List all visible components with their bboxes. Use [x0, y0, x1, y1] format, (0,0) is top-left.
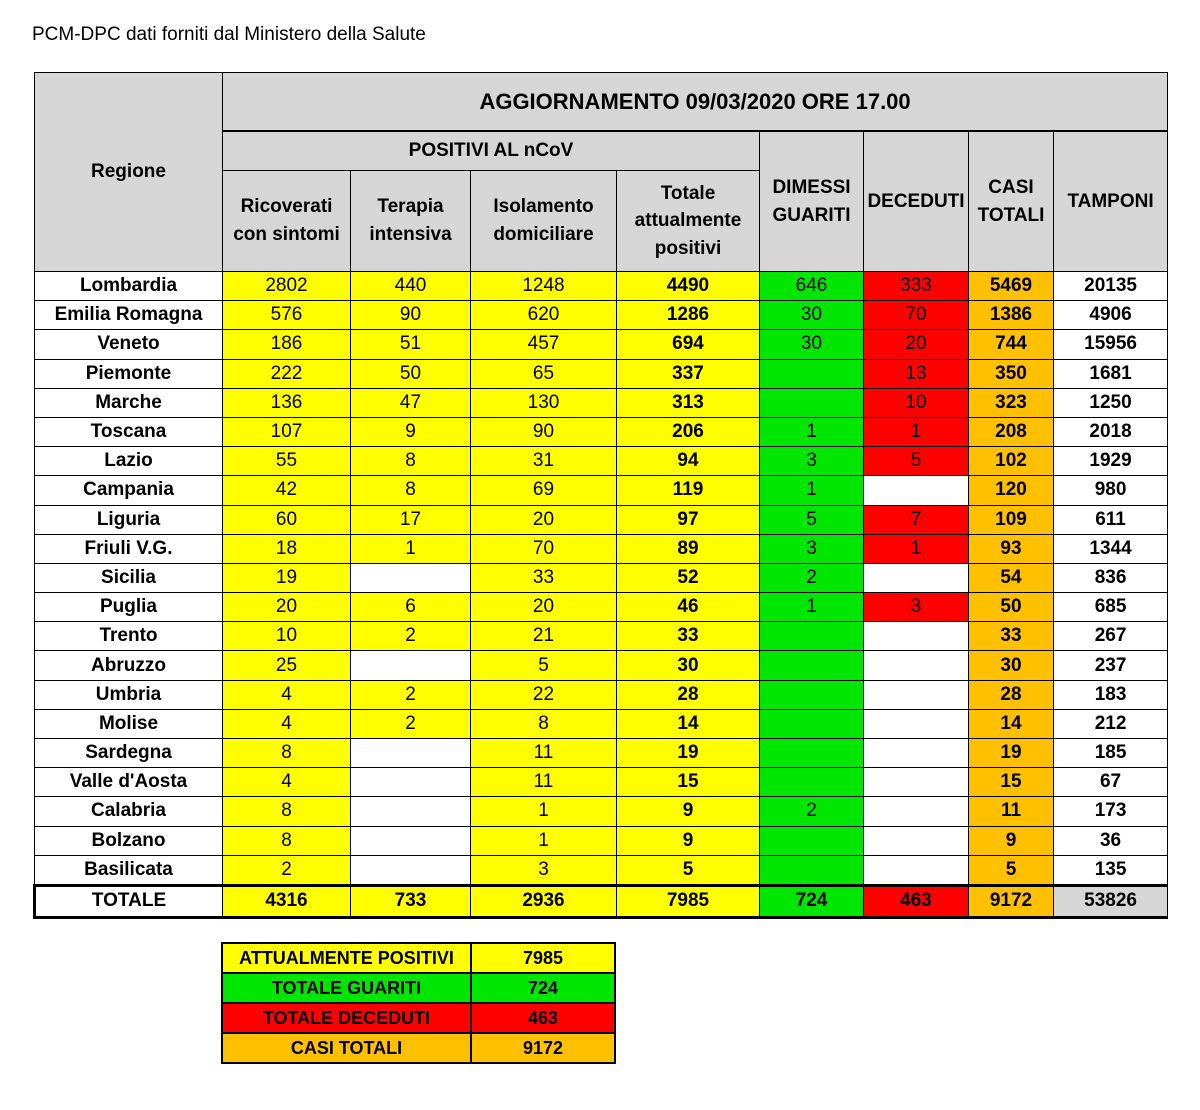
cell-ricoverati: 2802 — [223, 272, 351, 301]
cell-tamponi: 267 — [1054, 622, 1168, 651]
cell-totale-positivi: 15 — [617, 768, 760, 797]
cell-terapia — [351, 797, 471, 826]
cell-ricoverati: 4 — [223, 709, 351, 738]
cell-tamponi: 1681 — [1054, 359, 1168, 388]
cell-totale-positivi: 119 — [617, 476, 760, 505]
table-row — [35, 563, 1168, 592]
cell-regione: Marche — [35, 388, 223, 417]
cell-dimessi — [760, 709, 864, 738]
summary-table — [221, 942, 616, 1064]
cell-isolamento: 11 — [471, 739, 617, 768]
cell-terapia: 90 — [351, 301, 471, 330]
cell-regione: Calabria — [35, 797, 223, 826]
cell-casi-totali: 120 — [969, 476, 1054, 505]
cell-regione: Sicilia — [35, 563, 223, 592]
cell-regione: Puglia — [35, 593, 223, 622]
cell-ricoverati: 4 — [223, 680, 351, 709]
total-isolamento: 2936 — [471, 885, 617, 917]
cell-terapia: 8 — [351, 447, 471, 476]
cell-casi-totali: 5 — [969, 855, 1054, 885]
cell-terapia — [351, 768, 471, 797]
cell-ricoverati: 18 — [223, 534, 351, 563]
cell-dimessi: 646 — [760, 272, 864, 301]
summary-value: 463 — [471, 1003, 615, 1033]
cell-tamponi: 135 — [1054, 855, 1168, 885]
covid-data-table — [33, 72, 1168, 919]
cell-regione: Trento — [35, 622, 223, 651]
cell-casi-totali: 9 — [969, 826, 1054, 855]
table-row — [35, 680, 1168, 709]
header-terapia: Terapia intensiva — [351, 171, 471, 272]
table-row — [35, 534, 1168, 563]
cell-casi-totali: 30 — [969, 651, 1054, 680]
cell-terapia: 51 — [351, 330, 471, 359]
cell-dimessi: 30 — [760, 301, 864, 330]
cell-isolamento: 33 — [471, 563, 617, 592]
cell-totale-positivi: 52 — [617, 563, 760, 592]
cell-regione: Bolzano — [35, 826, 223, 855]
summary-value: 724 — [471, 973, 615, 1003]
total-casi-totali: 9172 — [969, 885, 1054, 917]
cell-deceduti: 5 — [864, 447, 969, 476]
cell-tamponi: 237 — [1054, 651, 1168, 680]
cell-dimessi — [760, 855, 864, 885]
cell-isolamento: 90 — [471, 417, 617, 446]
cell-regione: Valle d'Aosta — [35, 768, 223, 797]
cell-totale-positivi: 94 — [617, 447, 760, 476]
header-positivi-group: POSITIVI AL nCoV — [223, 131, 760, 171]
summary-value: 7985 — [471, 943, 615, 973]
cell-isolamento: 20 — [471, 505, 617, 534]
cell-deceduti — [864, 563, 969, 592]
cell-totale-label: TOTALE — [35, 885, 223, 917]
source-caption: PCM-DPC dati forniti dal Ministero della Salute — [32, 24, 426, 45]
summary-label: TOTALE GUARITI — [222, 973, 471, 1003]
cell-terapia: 6 — [351, 593, 471, 622]
cell-totale-positivi: 313 — [617, 388, 760, 417]
cell-ricoverati: 4 — [223, 768, 351, 797]
cell-tamponi: 2018 — [1054, 417, 1168, 446]
cell-regione: Friuli V.G. — [35, 534, 223, 563]
table-row — [35, 505, 1168, 534]
cell-tamponi: 685 — [1054, 593, 1168, 622]
cell-casi-totali: 744 — [969, 330, 1054, 359]
cell-regione: Lazio — [35, 447, 223, 476]
cell-totale-positivi: 97 — [617, 505, 760, 534]
cell-deceduti: 333 — [864, 272, 969, 301]
cell-isolamento: 130 — [471, 388, 617, 417]
header-casi-totali: CASI TOTALI — [969, 131, 1054, 272]
cell-terapia: 440 — [351, 272, 471, 301]
cell-deceduti — [864, 476, 969, 505]
cell-dimessi — [760, 359, 864, 388]
cell-regione: Piemonte — [35, 359, 223, 388]
table-row — [35, 739, 1168, 768]
cell-ricoverati: 25 — [223, 651, 351, 680]
cell-totale-positivi: 206 — [617, 417, 760, 446]
cell-isolamento: 20 — [471, 593, 617, 622]
cell-deceduti — [864, 622, 969, 651]
cell-ricoverati: 8 — [223, 739, 351, 768]
cell-totale-positivi: 89 — [617, 534, 760, 563]
cell-isolamento: 22 — [471, 680, 617, 709]
totals-row — [35, 885, 1168, 917]
table-row — [35, 855, 1168, 885]
cell-isolamento: 21 — [471, 622, 617, 651]
header-totale-positivi: Totale attualmente positivi — [617, 171, 760, 272]
cell-casi-totali: 15 — [969, 768, 1054, 797]
cell-regione: Emilia Romagna — [35, 301, 223, 330]
cell-ricoverati: 60 — [223, 505, 351, 534]
total-terapia: 733 — [351, 885, 471, 917]
cell-deceduti: 7 — [864, 505, 969, 534]
table-row — [35, 651, 1168, 680]
cell-regione: Campania — [35, 476, 223, 505]
cell-regione: Toscana — [35, 417, 223, 446]
cell-dimessi: 1 — [760, 476, 864, 505]
header-regione: Regione — [35, 73, 223, 272]
cell-ricoverati: 186 — [223, 330, 351, 359]
cell-totale-positivi: 30 — [617, 651, 760, 680]
cell-regione: Molise — [35, 709, 223, 738]
cell-terapia — [351, 739, 471, 768]
cell-dimessi — [760, 651, 864, 680]
cell-casi-totali: 50 — [969, 593, 1054, 622]
cell-tamponi: 15956 — [1054, 330, 1168, 359]
cell-totale-positivi: 694 — [617, 330, 760, 359]
cell-ricoverati: 42 — [223, 476, 351, 505]
cell-dimessi: 30 — [760, 330, 864, 359]
cell-dimessi: 3 — [760, 447, 864, 476]
cell-isolamento: 1 — [471, 826, 617, 855]
cell-regione: Abruzzo — [35, 651, 223, 680]
cell-terapia — [351, 826, 471, 855]
cell-casi-totali: 1386 — [969, 301, 1054, 330]
cell-isolamento: 65 — [471, 359, 617, 388]
cell-dimessi: 2 — [760, 563, 864, 592]
cell-isolamento: 69 — [471, 476, 617, 505]
header-isolamento: Isolamento domiciliare — [471, 171, 617, 272]
summary-row — [222, 1003, 615, 1033]
cell-ricoverati: 19 — [223, 563, 351, 592]
cell-terapia: 17 — [351, 505, 471, 534]
cell-tamponi: 183 — [1054, 680, 1168, 709]
cell-deceduti — [864, 651, 969, 680]
cell-regione: Lombardia — [35, 272, 223, 301]
cell-terapia: 2 — [351, 680, 471, 709]
cell-tamponi: 1344 — [1054, 534, 1168, 563]
table-row — [35, 359, 1168, 388]
cell-casi-totali: 33 — [969, 622, 1054, 651]
cell-casi-totali: 28 — [969, 680, 1054, 709]
cell-totale-positivi: 19 — [617, 739, 760, 768]
cell-isolamento: 31 — [471, 447, 617, 476]
cell-isolamento: 70 — [471, 534, 617, 563]
total-ricoverati: 4316 — [223, 885, 351, 917]
summary-label: ATTUALMENTE POSITIVI — [222, 943, 471, 973]
cell-tamponi: 212 — [1054, 709, 1168, 738]
cell-regione: Sardegna — [35, 739, 223, 768]
table-row — [35, 476, 1168, 505]
cell-tamponi: 173 — [1054, 797, 1168, 826]
summary-row — [222, 973, 615, 1003]
cell-ricoverati: 10 — [223, 622, 351, 651]
cell-isolamento: 457 — [471, 330, 617, 359]
cell-ricoverati: 8 — [223, 797, 351, 826]
cell-tamponi: 4906 — [1054, 301, 1168, 330]
cell-terapia: 8 — [351, 476, 471, 505]
cell-isolamento: 1248 — [471, 272, 617, 301]
cell-deceduti — [864, 797, 969, 826]
cell-regione: Umbria — [35, 680, 223, 709]
cell-tamponi: 1929 — [1054, 447, 1168, 476]
cell-ricoverati: 2 — [223, 855, 351, 885]
table-row — [35, 709, 1168, 738]
cell-dimessi: 1 — [760, 417, 864, 446]
cell-ricoverati: 55 — [223, 447, 351, 476]
cell-terapia — [351, 563, 471, 592]
cell-tamponi: 20135 — [1054, 272, 1168, 301]
cell-dimessi: 3 — [760, 534, 864, 563]
cell-tamponi: 980 — [1054, 476, 1168, 505]
cell-deceduti: 20 — [864, 330, 969, 359]
cell-ricoverati: 20 — [223, 593, 351, 622]
table-row — [35, 388, 1168, 417]
table-row — [35, 593, 1168, 622]
cell-isolamento: 620 — [471, 301, 617, 330]
cell-isolamento: 3 — [471, 855, 617, 885]
total-tamponi: 53826 — [1054, 885, 1168, 917]
cell-terapia — [351, 855, 471, 885]
summary-value: 9172 — [471, 1033, 615, 1063]
cell-tamponi: 185 — [1054, 739, 1168, 768]
cell-ricoverati: 576 — [223, 301, 351, 330]
summary-row — [222, 943, 615, 973]
cell-deceduti — [864, 768, 969, 797]
cell-casi-totali: 350 — [969, 359, 1054, 388]
header-tamponi: TAMPONI — [1054, 131, 1168, 272]
cell-casi-totali: 93 — [969, 534, 1054, 563]
total-dimessi: 724 — [760, 885, 864, 917]
cell-casi-totali: 5469 — [969, 272, 1054, 301]
table-row — [35, 417, 1168, 446]
cell-casi-totali: 11 — [969, 797, 1054, 826]
cell-dimessi — [760, 739, 864, 768]
cell-deceduti: 1 — [864, 417, 969, 446]
total-totale-positivi: 7985 — [617, 885, 760, 917]
table-row — [35, 447, 1168, 476]
cell-totale-positivi: 5 — [617, 855, 760, 885]
cell-terapia: 50 — [351, 359, 471, 388]
cell-ricoverati: 107 — [223, 417, 351, 446]
cell-terapia: 47 — [351, 388, 471, 417]
cell-dimessi — [760, 680, 864, 709]
cell-totale-positivi: 14 — [617, 709, 760, 738]
cell-totale-positivi: 1286 — [617, 301, 760, 330]
cell-deceduti — [864, 680, 969, 709]
cell-totale-positivi: 4490 — [617, 272, 760, 301]
cell-deceduti: 70 — [864, 301, 969, 330]
cell-dimessi — [760, 622, 864, 651]
table-row — [35, 330, 1168, 359]
cell-tamponi: 611 — [1054, 505, 1168, 534]
cell-isolamento: 1 — [471, 797, 617, 826]
cell-deceduti — [864, 709, 969, 738]
cell-terapia: 2 — [351, 622, 471, 651]
header-deceduti: DECEDUTI — [864, 131, 969, 272]
cell-ricoverati: 8 — [223, 826, 351, 855]
cell-dimessi — [760, 388, 864, 417]
cell-terapia: 9 — [351, 417, 471, 446]
cell-regione: Liguria — [35, 505, 223, 534]
cell-casi-totali: 208 — [969, 417, 1054, 446]
cell-deceduti — [864, 855, 969, 885]
table-row — [35, 301, 1168, 330]
cell-deceduti: 10 — [864, 388, 969, 417]
cell-casi-totali: 19 — [969, 739, 1054, 768]
cell-deceduti — [864, 826, 969, 855]
table-row — [35, 768, 1168, 797]
cell-tamponi: 36 — [1054, 826, 1168, 855]
cell-regione: Basilicata — [35, 855, 223, 885]
table-row — [35, 797, 1168, 826]
total-deceduti: 463 — [864, 885, 969, 917]
cell-totale-positivi: 9 — [617, 797, 760, 826]
header-dimessi: DIMESSI GUARITI — [760, 131, 864, 272]
cell-totale-positivi: 46 — [617, 593, 760, 622]
summary-label: TOTALE DECEDUTI — [222, 1003, 471, 1033]
cell-casi-totali: 14 — [969, 709, 1054, 738]
cell-terapia: 2 — [351, 709, 471, 738]
table-row — [35, 622, 1168, 651]
cell-casi-totali: 102 — [969, 447, 1054, 476]
cell-regione: Veneto — [35, 330, 223, 359]
cell-deceduti — [864, 739, 969, 768]
cell-tamponi: 67 — [1054, 768, 1168, 797]
cell-dimessi: 2 — [760, 797, 864, 826]
cell-ricoverati: 222 — [223, 359, 351, 388]
cell-isolamento: 5 — [471, 651, 617, 680]
cell-dimessi: 5 — [760, 505, 864, 534]
table-row — [35, 272, 1168, 301]
cell-dimessi — [760, 826, 864, 855]
cell-ricoverati: 136 — [223, 388, 351, 417]
cell-terapia: 1 — [351, 534, 471, 563]
header-ricoverati: Ricoverati con sintomi — [223, 171, 351, 272]
cell-deceduti: 13 — [864, 359, 969, 388]
cell-casi-totali: 323 — [969, 388, 1054, 417]
cell-totale-positivi: 337 — [617, 359, 760, 388]
cell-tamponi: 1250 — [1054, 388, 1168, 417]
cell-casi-totali: 109 — [969, 505, 1054, 534]
cell-totale-positivi: 33 — [617, 622, 760, 651]
cell-totale-positivi: 28 — [617, 680, 760, 709]
cell-isolamento: 8 — [471, 709, 617, 738]
cell-deceduti: 1 — [864, 534, 969, 563]
cell-isolamento: 11 — [471, 768, 617, 797]
summary-label: CASI TOTALI — [222, 1033, 471, 1063]
cell-totale-positivi: 9 — [617, 826, 760, 855]
cell-dimessi: 1 — [760, 593, 864, 622]
summary-row — [222, 1033, 615, 1063]
cell-dimessi — [760, 768, 864, 797]
cell-casi-totali: 54 — [969, 563, 1054, 592]
table-row — [35, 826, 1168, 855]
cell-deceduti: 3 — [864, 593, 969, 622]
cell-tamponi: 836 — [1054, 563, 1168, 592]
table-title: AGGIORNAMENTO 09/03/2020 ORE 17.00 — [223, 73, 1168, 132]
cell-terapia — [351, 651, 471, 680]
